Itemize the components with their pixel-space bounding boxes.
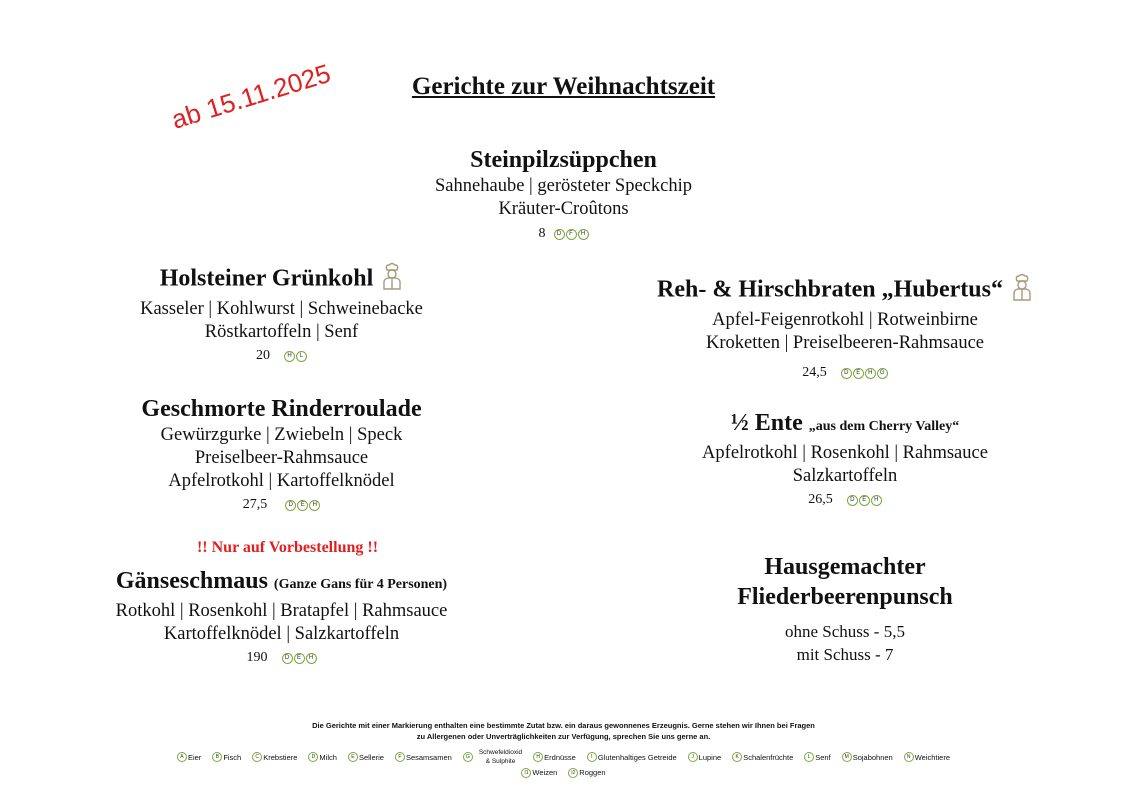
dish-reh xyxy=(563,273,1127,382)
legend-item xyxy=(177,751,201,764)
dish-name: Geschmorte Rinderroulade xyxy=(141,396,422,422)
allergen-badge: G xyxy=(877,368,888,379)
dish-subtitle: „aus dem Cherry Valley“ xyxy=(808,419,960,434)
allergen-badges xyxy=(285,500,320,511)
allergen-badge: I xyxy=(587,752,597,762)
allergen-badge: M xyxy=(842,752,852,762)
legend-item xyxy=(568,766,605,779)
dish-ente xyxy=(563,408,1127,509)
legend-label: Sojabohnen xyxy=(852,752,893,762)
dish-name: Reh- & Hirschbraten „Hubertus“ xyxy=(657,276,1003,303)
allergen-badge: H xyxy=(306,653,317,664)
legend-item xyxy=(842,751,893,764)
legend-label: Sellerie xyxy=(358,752,384,762)
allergen-badge: H xyxy=(865,368,876,379)
dish-name: Gänseschmaus xyxy=(115,568,268,594)
dish-line: Rotkohl | Rosenkohl | Bratapfel | Rahmsauce xyxy=(115,601,448,621)
legend-item xyxy=(348,751,384,764)
allergen-badge: H xyxy=(871,495,882,506)
allergen-badges xyxy=(282,653,317,664)
legend-row xyxy=(0,748,1127,766)
allergen-badge: D xyxy=(282,653,293,664)
dish-line: Apfel-Feigenrotkohl | Rotweinbirne xyxy=(712,310,978,330)
allergen-badge: H xyxy=(309,500,320,511)
allergen-badge: G xyxy=(463,752,473,762)
dish-name: Holsteiner Grünkohl xyxy=(159,265,374,292)
legend-label: Erdnüsse xyxy=(544,752,576,762)
legend-label: Schwefeldioxid & Sulphite xyxy=(478,749,523,765)
dish-line: Gewürzgurke | Zwiebeln | Speck xyxy=(160,425,403,445)
dish-line: Röstkartoffeln | Senf xyxy=(204,322,359,342)
legend-label: Fisch xyxy=(223,752,242,762)
dish-gaense xyxy=(0,566,563,667)
allergen-note xyxy=(0,720,1127,742)
allergen-badge: H xyxy=(578,229,589,240)
allergen-badge: E xyxy=(853,368,864,379)
legend-label: Eier xyxy=(187,752,202,762)
allergen-badge: H xyxy=(284,351,295,362)
preorder-note: !! Nur auf Vorbestellung !! xyxy=(196,539,379,556)
allergen-legend xyxy=(0,748,1127,779)
legend-label: Roggen xyxy=(579,768,606,777)
chef-icon xyxy=(381,262,403,298)
allergen-badge: L xyxy=(804,752,814,762)
allergen-badge: E xyxy=(294,653,305,664)
allergen-badge: D xyxy=(308,752,318,762)
dish-name: Steinpilzsüppchen xyxy=(470,147,657,173)
price: 24,5 xyxy=(802,365,827,380)
legend-label: Weizen xyxy=(532,768,558,777)
dish-line: Kräuter-Croûtons xyxy=(498,199,629,219)
allergen-badge: D xyxy=(285,500,296,511)
allergen-badges xyxy=(554,229,589,240)
dish-gruenkohl xyxy=(0,262,563,365)
legend-item xyxy=(804,751,830,764)
allergen-note-line: zu Allergenen oder Unverträglichkeiten zur Verfügung, sprechen Sie uns gerne an. xyxy=(416,732,711,741)
price: 8 xyxy=(538,226,546,241)
allergen-badge: J xyxy=(688,752,698,762)
legend-item xyxy=(533,751,576,764)
drink-name: Fliederbeerenpunsch xyxy=(737,584,953,610)
price: 27,5 xyxy=(242,497,268,512)
allergen-badge: E xyxy=(859,495,870,506)
allergen-badge: L xyxy=(296,351,307,362)
legend-item xyxy=(308,751,337,764)
legend-label: Sesamsamen xyxy=(405,752,452,762)
allergen-badge: D xyxy=(847,495,858,506)
drink-name: Hausgemachter xyxy=(764,554,926,580)
legend-label: Krebstiere xyxy=(263,752,298,762)
dish-line: Kartoffelknödel | Salzkartoffeln xyxy=(163,624,400,644)
legend-item xyxy=(252,751,297,764)
date-stamp: ab 15.11.2025 xyxy=(168,57,334,135)
dish-line: Kroketten | Preiselbeeren-Rahmsauce xyxy=(705,333,984,353)
price: 20 xyxy=(256,348,270,363)
allergen-badge: I1 xyxy=(521,768,531,778)
allergen-note-line: Die Gerichte mit einer Markierung enthalten eine bestimmte Zutat bzw. ein daraus gewonnenes Erzeugnis. Gerne stehen wir Ihnen bei Fragen xyxy=(312,721,815,730)
page-title: Gerichte zur Weihnachtszeit xyxy=(411,73,716,100)
allergen-badge: E xyxy=(297,500,308,511)
allergen-badge: I2 xyxy=(568,768,578,778)
allergen-badge: A xyxy=(177,752,187,762)
dish-line: Apfelrotkohl | Rosenkohl | Rahmsauce xyxy=(702,443,988,463)
dish-line: Preiselbeer-Rahmsauce xyxy=(194,448,369,468)
allergen-badge: H xyxy=(533,752,543,762)
legend-label: Weichtiere xyxy=(914,752,951,762)
legend-item xyxy=(395,751,452,764)
legend-item xyxy=(212,751,241,764)
legend-row xyxy=(0,766,1127,779)
allergen-badge: F xyxy=(395,752,405,762)
allergen-badge: N xyxy=(904,752,914,762)
allergen-badges xyxy=(847,495,882,506)
dish-rinderroulade xyxy=(0,394,563,514)
dish-soup xyxy=(0,145,1127,243)
legend-item xyxy=(587,751,677,764)
legend-item xyxy=(904,751,950,764)
dish-line: Apfelrotkohl | Kartoffelknödel xyxy=(168,471,395,491)
legend-label: Schalenfrüchte xyxy=(743,752,794,762)
allergen-badge: E xyxy=(348,752,358,762)
allergen-badge: F xyxy=(566,229,577,240)
allergen-badges xyxy=(284,351,307,362)
dish-line: Kasseler | Kohlwurst | Schweinebacke xyxy=(140,299,423,319)
legend-item xyxy=(521,766,557,779)
price: 26,5 xyxy=(808,492,833,507)
price: 190 xyxy=(246,650,268,665)
dish-name: ½ Ente xyxy=(730,410,803,436)
legend-item xyxy=(463,748,522,766)
allergen-badge: B xyxy=(212,752,222,762)
legend-item xyxy=(732,751,793,764)
allergen-badge: D xyxy=(554,229,565,240)
legend-label: Glutenhaltiges Getreide xyxy=(597,752,677,762)
drink-punsch xyxy=(563,552,1127,666)
drink-price-line: ohne Schuss - 5,5 xyxy=(785,622,905,641)
drink-price-line: mit Schuss - 7 xyxy=(796,645,894,664)
allergen-badge: K xyxy=(732,752,742,762)
legend-label: Lupine xyxy=(698,752,722,762)
chef-icon xyxy=(1011,273,1033,309)
legend-label: Milch xyxy=(319,752,337,762)
dish-subtitle: (Ganze Gans für 4 Personen) xyxy=(273,577,448,592)
legend-label: Senf xyxy=(815,752,831,762)
allergen-badges xyxy=(841,368,888,379)
dish-line: Salzkartoffeln xyxy=(792,466,898,486)
allergen-badge: C xyxy=(252,752,262,762)
dish-line: Sahnehaube | gerösteter Speckchip xyxy=(435,176,692,196)
legend-item xyxy=(688,751,722,764)
allergen-badge: D xyxy=(841,368,852,379)
